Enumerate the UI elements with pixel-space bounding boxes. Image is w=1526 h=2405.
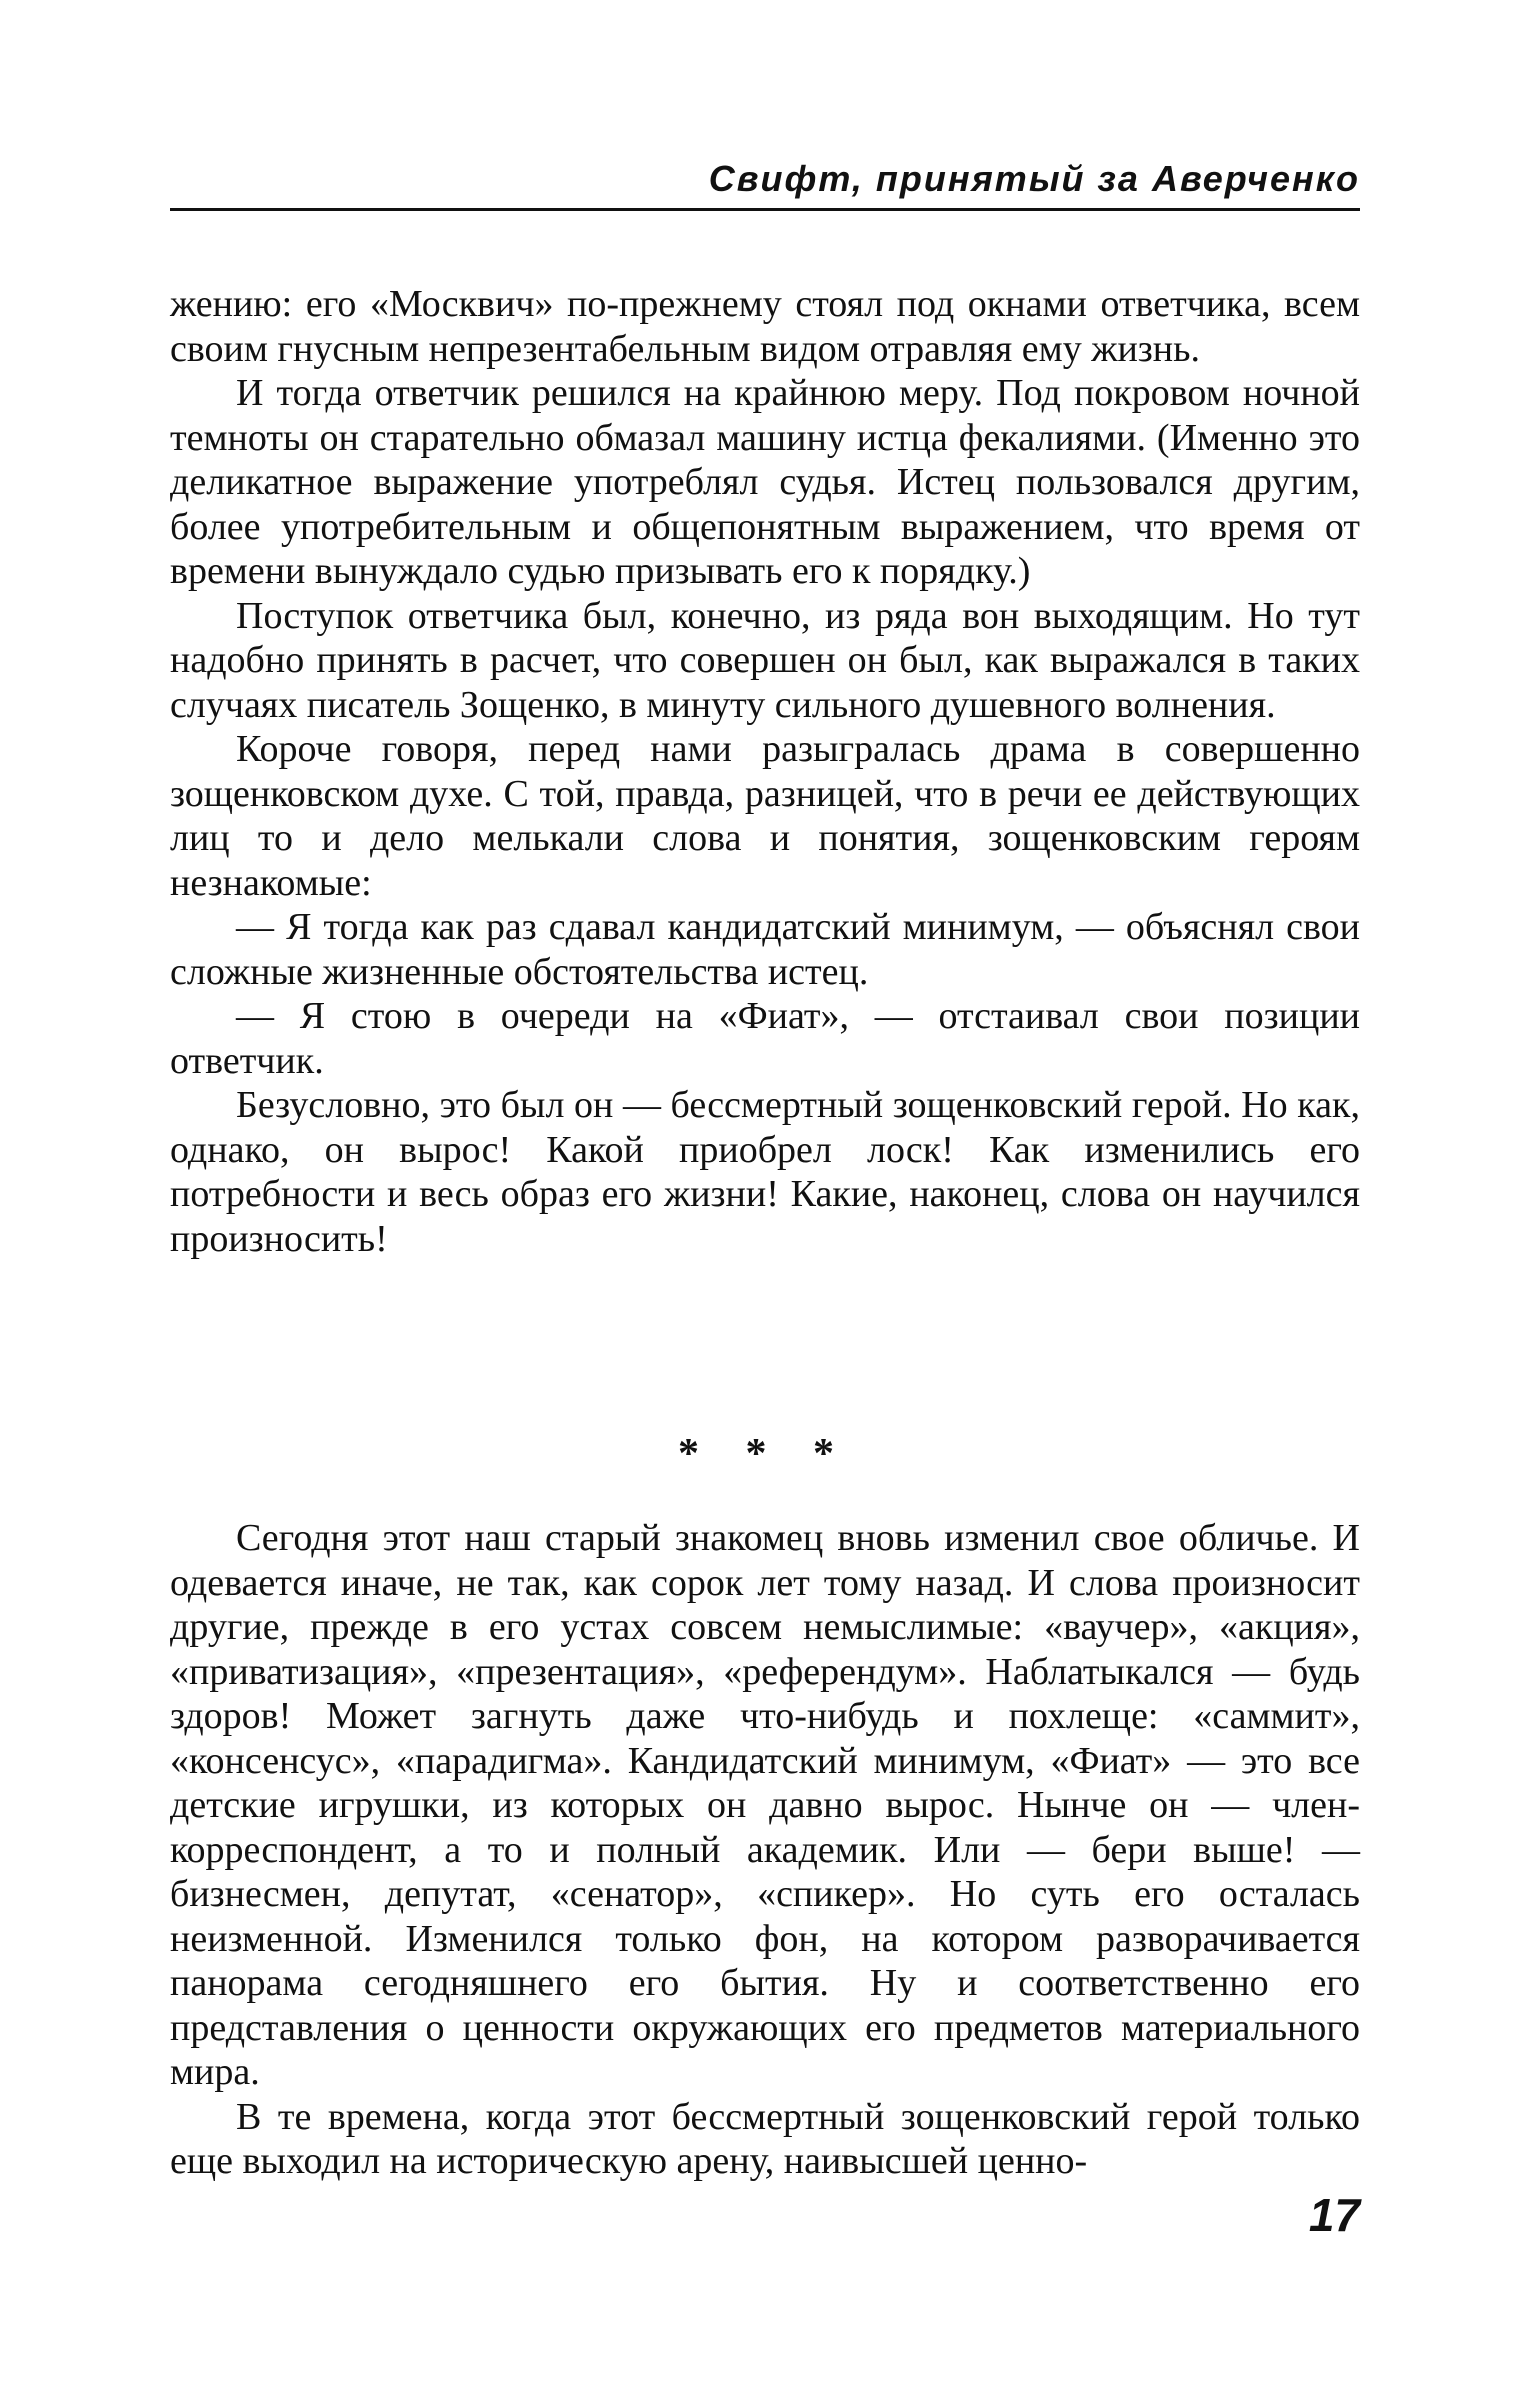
running-head: Свифт, принятый за Аверченко — [708, 158, 1360, 199]
paragraph: жению: его «Москвич» по-прежнему стоял под окнами ответчика, всем своим гнусным непрезентабельным видом отравляя ему жизнь. — [170, 283, 1360, 370]
body-text-part1 — [170, 282, 1360, 1261]
header-rule — [170, 208, 1360, 211]
body-text-part2 — [170, 1516, 1360, 2184]
paragraph: Поступок ответчика был, конечно, из ряда вон выходящим. Но тут надобно принять в расчет, что совершен он был, как выражался в таких случаях писатель Зощенко, в минуту сильного душевного волнения. — [170, 594, 1360, 726]
paragraph: Сегодня этот наш старый знакомец вновь изменил свое обличье. И одевается иначе, не так, как сорок лет тому назад. И слова произносит другие, прежде в его устах совсем немыслимые: «ваучер», «акция», «приватизация», «презентация», «референдум». Наблатыкался — будь здоров! Может загнуть даже что-нибудь и похлеще: «саммит», «консенсус», «парадигма». Кандидатский минимум, «Фиат» — это все детские игрушки, из которых он давно вырос. Нынче он — член-корреспондент, а то и полный академик. Или — бери выше! — бизнесмен, депутат, «сенатор», «спикер». Но суть его осталась неизменной. Изменился только фон, на котором разворачивается панорама сегодняшнего его бытия. Ну и соответственно его представления о ценности окружающих его предметов материального мира. — [170, 1517, 1360, 2093]
dialogue-line: — Я тогда как раз сдавал кандидатский минимум, — объяснял свои сложные жизненные обстоятельства истец. — [170, 906, 1360, 993]
paragraph: Безусловно, это был он — бессмертный зощенковский герой. Но как, однако, он вырос! Какой приобрел лоск! Как изменились его потребности и весь образ его жизни! Какие, наконец, слова он научился произносить! — [170, 1084, 1360, 1260]
paragraph: И тогда ответчик решился на крайнюю меру. Под покровом ночной темноты он старательно обмазал машину истца фекалиями. (Именно это деликатное выражение употреблял судья. Истец пользовался другим, более употребительным и общепонятным выражением, что время от времени вынуждало судью призывать его к порядку.) — [170, 372, 1360, 592]
paragraph: В те времена, когда этот бессмертный зощенковский герой только еще выходил на историческую арену, наивысшей ценно- — [170, 2095, 1360, 2182]
section-break: * * * — [678, 1431, 852, 1477]
paragraph: Короче говоря, перед нами разыгралась драма в совершенно зощенковском духе. С той, правда, разницей, что в речи ее действующих лиц то и дело мелькали слова и понятия, зощенковским героям незнакомые: — [170, 728, 1360, 904]
dialogue-line: — Я стою в очереди на «Фиат», — отстаивал свои позиции ответчик. — [170, 995, 1360, 1082]
page-number: 17 — [1308, 2189, 1360, 2241]
